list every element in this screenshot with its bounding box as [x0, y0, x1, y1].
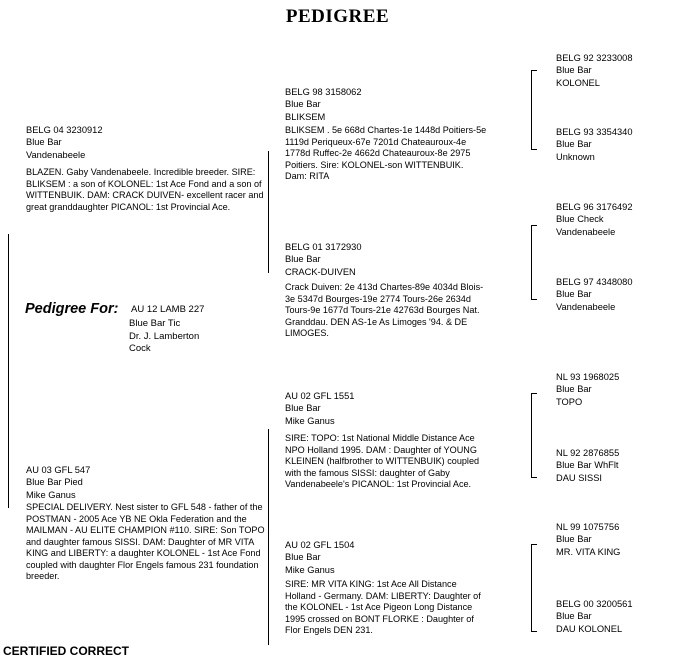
ds-color: Blue Bar [285, 403, 321, 414]
gg-bracket-line-3 [531, 393, 532, 478]
pedigree-for-sex: Cock [129, 343, 151, 354]
main-bracket-line [8, 234, 9, 508]
gg-bracket-line-1 [531, 70, 532, 150]
gg-ring: BELG 93 3354340 [556, 127, 633, 137]
ss-color: Blue Bar [285, 99, 321, 110]
gg-bracket-line-3-top [531, 393, 537, 394]
pedigree-for-info [129, 318, 199, 356]
ds-name: Mike Ganus [285, 415, 335, 426]
gg-name: KOLONEL [556, 77, 600, 88]
dam-bracket-line [268, 429, 269, 645]
dam-color: Blue Bar Pied [26, 477, 83, 488]
dd-color: Blue Bar [285, 552, 321, 563]
ss-notes: BLIKSEM . 5e 668d Chartes-1e 1448d Poitiers-5e 1119d Periqueux-67e 7201d Chateauroux-4e 1778d Ruffec-2e 4662d Chateauroux-8e 2975 Poitiers. Sire: KOLONEL-son WITTENBUIK. Dam: RITA [285, 125, 487, 181]
dam-notes: SPECIAL DELIVERY. Nest sister to GFL 548 - father of the POSTMAN - 2005 Ace YB NE Okla Federation and the MAILMAN - AU ELITE CHAMPION #110. SIRE: Son TOPO and daughter famous SISSI. DAM: Daughter of MR VITA KING and LIBERTY: a daughter KOLONEL - 1st Ace Fond coupled with daughter Flor Engels famous 231 foundation breeder. [26, 502, 265, 581]
gg-bracket-line-2-bottom [531, 299, 537, 300]
gg-color: Blue Check [556, 214, 604, 225]
sd-notes: Crack Duiven: 2e 413d Chartes-89e 4034d Blois-3e 5347d Bourges-19e 2774 Tours-26e 2634d Tours-9e 1677d Tours-21e 42763d Bourges Nat. Granddau. DEN AS-1e As Limoges '94. & DE LIMOGES. [285, 282, 484, 338]
gg-ring: NL 99 1075756 [556, 522, 620, 532]
gg-color: Blue Bar [556, 384, 592, 395]
gg-name: DAU KOLONEL [556, 623, 623, 634]
ds-notes: SIRE: TOPO: 1st National Middle Distance Ace NPO Holland 1995. DAM : Daughter of YOUNG KLEINEN (halfbrother to WITTENBUIK) coupled with the famous SISSI: daughter of Gaby Vandenabeele's PICANOL: 1st Provincial Ace. [285, 433, 480, 489]
gg-color: Blue Bar WhFlt [556, 460, 619, 471]
gg-info-2 [556, 126, 633, 163]
ss-ring: BELG 98 3158062 [285, 87, 362, 97]
sd-color: Blue Bar [285, 254, 321, 265]
pedigree-for-label: Pedigree For: [25, 301, 119, 317]
sire-ring: BELG 04 3230912 [26, 125, 103, 135]
gg-color: Blue Bar [556, 534, 592, 545]
sire-notes: BLAZEN. Gaby Vandenabeele. Incredible breeder. SIRE: BLIKSEM : a son of KOLONEL: 1st Ace Fond and a son of WITTENBUIK. DAM: CRACK DUIVEN- excellent racer and great granddaughter PICANOL: 1st Provincial Ace. [26, 167, 264, 212]
gg-info-5 [556, 371, 619, 408]
gg-bracket-line-3-bottom [531, 477, 537, 478]
gg-bracket-line-2 [531, 225, 532, 300]
ss-name: BLIKSEM [285, 111, 326, 122]
sire-breeder: Vandenabeele [26, 149, 86, 160]
dam-breeder: Mike Ganus [26, 489, 76, 500]
gg-ring: BELG 92 3233008 [556, 53, 633, 63]
gg-bracket-line-4-bottom [531, 631, 537, 632]
dd-ring: AU 02 GFL 1504 [285, 540, 355, 550]
gg-ring: NL 92 2876855 [556, 448, 620, 458]
gg-name: Vandenabeele [556, 226, 616, 237]
gg-bracket-line-1-top [531, 70, 537, 71]
gg-bracket-line-4 [531, 544, 532, 632]
gg-color: Blue Bar [556, 289, 592, 300]
dd-notes: SIRE: MR VITA KING: 1st Ace All Distance Holland - Germany. DAM: LIBERTY: Daughter of the KOLONEL - 1st Ace Pigeon Long Distance 1995 crossed on BONT FLORKE : Daughter of Flor Engels DEN 231. [285, 579, 481, 635]
page-title: PEDIGREE [285, 6, 390, 27]
gg-info-8 [556, 598, 633, 635]
gg-info-1 [556, 52, 633, 89]
gg-color: Blue Bar [556, 65, 592, 76]
gg-ring: BELG 00 3200561 [556, 599, 633, 609]
gg-info-6 [556, 447, 619, 484]
sire-color: Blue Bar [26, 137, 62, 148]
dd-info [285, 539, 354, 576]
ss-info [285, 86, 362, 123]
gg-name: TOPO [556, 396, 583, 407]
gg-name: DAU SISSI [556, 472, 602, 483]
sd-info [285, 241, 362, 278]
gg-ring: BELG 96 3176492 [556, 202, 633, 212]
pedigree-for-owner: Dr. J. Lamberton [129, 330, 200, 342]
gg-bracket-line-1-bottom [531, 149, 537, 150]
certified-correct: CERTIFIED CORRECT [3, 644, 129, 658]
gg-ring: BELG 97 4348080 [556, 277, 633, 287]
dd-name: Mike Ganus [285, 564, 335, 575]
gg-info-7 [556, 521, 620, 558]
gg-name: Vandenabeele [556, 301, 616, 312]
gg-ring: NL 93 1968025 [556, 372, 620, 382]
pedigree-for-ring: AU 12 LAMB 227 [131, 304, 205, 315]
pedigree-for-color: Blue Bar Tic [129, 318, 181, 329]
gg-bracket-line-2-top [531, 225, 537, 226]
gg-bracket-line-4-top [531, 544, 537, 545]
gg-color: Blue Bar [556, 611, 592, 622]
ds-info [285, 390, 354, 427]
dam-ring: AU 03 GFL 547 [26, 465, 91, 475]
gg-name: Unknown [556, 151, 595, 162]
sd-ring: BELG 01 3172930 [285, 242, 362, 252]
sire-info [26, 124, 103, 161]
gg-info-3 [556, 201, 633, 238]
dam-info [26, 464, 90, 501]
gg-info-4 [556, 276, 633, 313]
gg-color: Blue Bar [556, 139, 592, 150]
ds-ring: AU 02 GFL 1551 [285, 391, 355, 401]
gg-name: MR. VITA KING [556, 546, 621, 557]
sd-name: CRACK-DUIVEN [285, 266, 356, 277]
